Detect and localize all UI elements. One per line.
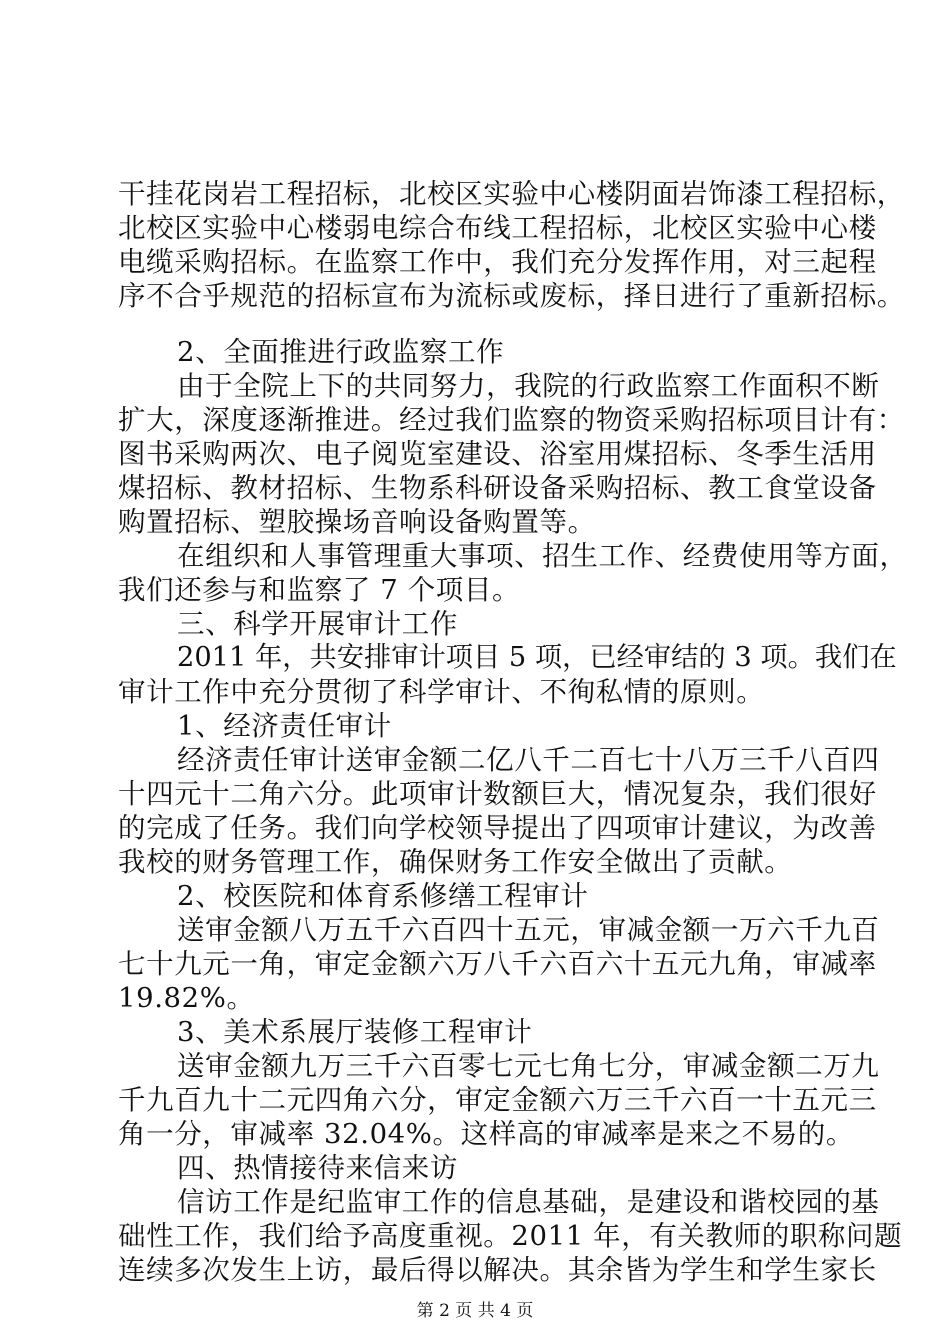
text-line: 七十九元一角，审定金额六万八千六百六十五元九角，审减率 <box>118 948 877 980</box>
text-line: 千九百九十二元四角六分，审定金额六万三千六百一十五元三 <box>118 1084 877 1116</box>
text-line: 经济责任审计送审金额二亿八千二百七十八万三千八百四 <box>177 744 880 776</box>
text-line: 序不合乎规范的招标宣布为流标或废标，择日进行了重新招标。 <box>118 280 905 312</box>
page-number-footer: 第 2 页 共 4 页 <box>416 1301 534 1321</box>
text-line: 在组织和人事管理重大事项、招生工作、经费使用等方面， <box>177 540 908 572</box>
text-line: 我们还参与和监察了 7 个项目。 <box>118 574 521 606</box>
text-line: 十四元十二角六分。此项审计数额巨大，情况复杂，我们很好 <box>118 778 877 810</box>
text-line: 审计工作中充分贯彻了科学审计、不徇私情的原则。 <box>118 676 765 708</box>
text-line: 送审金额八万五千六百四十五元，审减金额一万六千九百 <box>177 914 880 946</box>
subsection-heading: 2、校医院和体育系修缮工程审计 <box>177 880 589 912</box>
subsection-heading: 1、经济责任审计 <box>177 710 392 742</box>
text-line: 煤招标、教材招标、生物系科研设备采购招标、教工食堂设备 <box>118 472 877 504</box>
text-line: 由于全院上下的共同努力，我院的行政监察工作面积不断 <box>177 370 880 402</box>
text-line: 的完成了任务。我们向学校领导提出了四项审计建议，为改善 <box>118 812 877 844</box>
text-line: 北校区实验中心楼弱电综合布线工程招标，北校区实验中心楼 <box>118 212 877 244</box>
text-line: 础性工作，我们给予高度重视。2011 年，有关教师的职称问题 <box>118 1220 903 1252</box>
section-heading: 2、全面推进行政监察工作 <box>177 336 505 368</box>
text-line: 我校的财务管理工作，确保财务工作安全做出了贡献。 <box>118 846 793 878</box>
text-line: 角一分，审减率 32.04%。这样高的审减率是来之不易的。 <box>118 1118 854 1150</box>
section-heading: 四、热情接待来信来访 <box>177 1152 458 1184</box>
text-line: 19.82%。 <box>118 982 255 1014</box>
text-line: 干挂花岗岩工程招标，北校区实验中心楼阴面岩饰漆工程招标， <box>118 178 905 210</box>
section-heading: 三、科学开展审计工作 <box>177 608 458 640</box>
text-line: 2011 年，共安排审计项目 5 项，已经审结的 3 项。我们在 <box>177 642 897 673</box>
text-line: 图书采购两次、电子阅览室建设、浴室用煤招标、冬季生活用 <box>118 438 877 470</box>
text-line: 电缆采购招标。在监察工作中，我们充分发挥作用，对三起程 <box>118 246 877 278</box>
text-line: 购置招标、塑胶操场音响设备购置等。 <box>118 506 596 538</box>
text-line: 扩大，深度逐渐推进。经过我们监察的物资采购招标项目计有： <box>118 404 905 436</box>
text-line: 送审金额九万三千六百零七元七角七分，审减金额二万九 <box>177 1050 880 1082</box>
text-line: 信访工作是纪监审工作的信息基础，是建设和谐校园的基 <box>177 1186 880 1218</box>
subsection-heading: 3、美术系展厅装修工程审计 <box>177 1016 533 1048</box>
text-line: 连续多次发生上访，最后得以解决。其余皆为学生和学生家长 <box>118 1254 877 1286</box>
